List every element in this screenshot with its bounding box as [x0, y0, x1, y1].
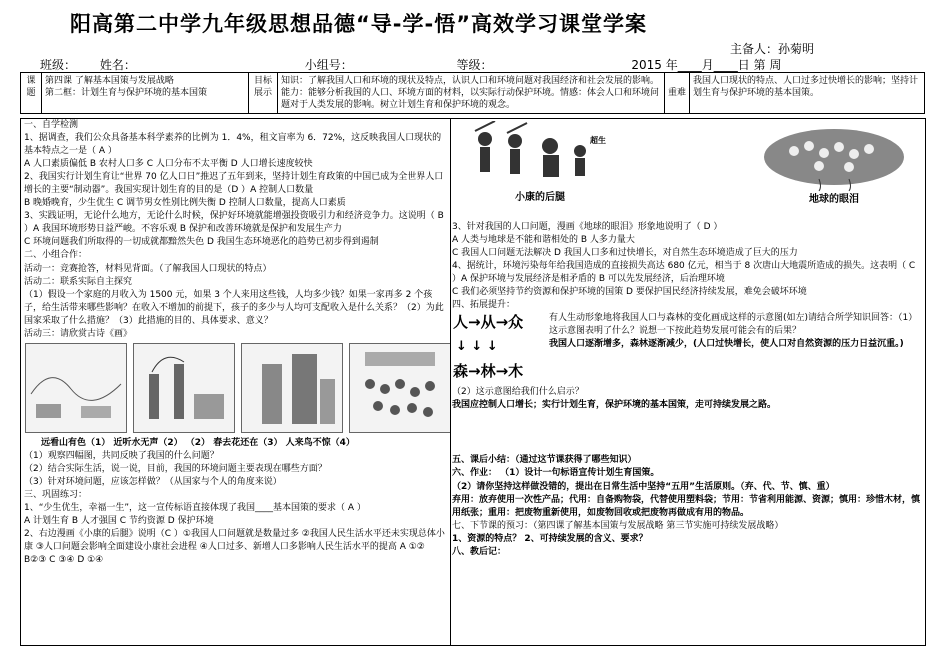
options-text: A 计划生育 B 人才强国 C 节约资源 D 保护环境	[24, 516, 214, 527]
course-cell	[42, 73, 249, 114]
diagram-question	[543, 312, 921, 386]
section-heading: 一、自学检测	[24, 120, 79, 130]
painting-image-3	[241, 343, 343, 433]
painting-image-2	[133, 343, 235, 433]
diagram-arrows: ↓ ↓ ↓	[456, 339, 498, 355]
people-forest-diagram	[453, 312, 543, 386]
diagram-top: 人→从→众	[453, 313, 524, 332]
homework-text: （2）请你坚持这样做没错的，提出在日常生活中坚持“五用”生活原则。（弃、代、节、慎、重）	[452, 481, 835, 492]
question-text: 1、据调查，我们公众具备基本科学素养的比例为 1．4%，租文盲率为 6．72%，这反映我国人口现状的基本特点之一是（ A ）	[24, 133, 442, 157]
cartoon-1-caption: 小康的后腿	[515, 192, 565, 203]
answer-text: 我国人口逐渐增多，森林逐渐减少，(人口过快增长，使人口对自然资源的压力日益沉重。)	[549, 339, 904, 350]
group-label: 小组号：	[304, 58, 353, 72]
question-text: （3）针对环境问题，应该怎样做？（从国家与个人的角度来说）	[24, 476, 282, 487]
cartoon-2-image	[749, 121, 919, 193]
question-text: 4、据统计，环境污染每年给我国造成的直接损失高达 680 亿元，相当于 8 次唐山大地震所造成的损失。这表明（ C ）A 保护环境与发展经济是相矛盾的 B 可以先发展经济，后治理环境	[452, 261, 916, 285]
grade-label: 等级：	[456, 58, 493, 72]
meta-table	[20, 72, 925, 114]
class-label: 班级：	[40, 58, 77, 72]
section-heading: 四、拓展提升：	[452, 300, 516, 311]
question-text: 3、实践证明，无论什么地方，无论什么时候，保护好环境就能增强投资吸引力和经济竞争力。这说明（ B ）A 我国环境形势日益严峻。不容乐观 B 保护和改善环境就是保护和发展生产力	[24, 211, 444, 235]
cartoon-1-image	[455, 121, 625, 191]
preview-text: 七、下节课的预习：（第四课了解基本国策与发展战略 第三节实施可持续发展战略）	[452, 520, 784, 531]
page-title: 阳高第二中学九年级思想品德“导-学-悟”高效学习课堂学案	[70, 12, 648, 36]
cartoon-2	[749, 121, 919, 219]
homework-text: 弃用：放弃使用一次性产品；代用：自备购物袋，代替使用塑料袋；节用：节省利用能源、资源；慎用：珍惜木材，慎用纸张；重用：把废物重新使用，如废物回收或把废物再做成有用的物品。	[452, 494, 921, 518]
course-line-1: 第四课 了解基本国策与发展战略	[45, 76, 174, 86]
activity-text: 活动三：请欣赏古诗《画》	[24, 328, 133, 339]
options-text: C 环境问题我们所取得的一切成就都黯然失色 D 我国生态环境恶化的趋势已初步得到遏制	[24, 237, 379, 248]
name-label: 姓名：	[99, 58, 136, 72]
right-column	[449, 118, 926, 646]
diagram-row	[449, 312, 925, 386]
goal-text: 知识：了解我国人口和环境的现状及特点，认识人口和环境问题对我国经济和社会发展的影响。能力：能够分析我国的人口、环境方面的材料，以实际行动保护环境。情感：体会人口和环境问题对于人类发展的影响。树立计划生育和保护环境的观念。	[278, 73, 665, 114]
poem-line: 远看山有色（1） 近听水无声（2） （2） 春去花还在（3） 人来鸟不惊（4）	[41, 437, 355, 448]
diagram-bottom: 森→林→木	[453, 361, 524, 380]
course-label: 课题	[21, 73, 42, 114]
key-label: 重难	[665, 73, 690, 114]
options-text: A 人口素质偏低 B 农村人口多 C 人口分布不太平衡 D 人口增长速度较快	[24, 159, 313, 170]
left-column	[20, 118, 451, 646]
homework-text: 六、作业： （1）设计一句标语宣传计划生育国策。	[452, 468, 660, 479]
cartoon-2-caption: 地球的眼泪	[809, 194, 859, 205]
question-text: 3、针对我国的人口问题，漫画《地球的眼泪》形象地说明了（ D ）	[452, 222, 723, 232]
question-text: 2、右边漫画《小康的后腿》说明（C ）①我国人口问题就是数量过多 ②我国人民生活水平还未实现总体小康 ③人口问题会影响全面建设小康社会进程 ④人口过多、新增人口多影响人民生活水平的提高 A ①② B②③ C ③④ D ①④	[24, 529, 445, 566]
activity-text: 活动一：竞赛抢答，材料见背面。（了解我国人口现状的特点）	[24, 263, 272, 274]
painting-strip	[21, 341, 450, 437]
preparer: 主备人：孙菊明	[730, 42, 815, 56]
question-text: （1）观察四幅图，共同反映了我国的什么问题？	[24, 450, 219, 461]
question-text: 有人生动形象地将我国人口与森林的变化画成这样的示意图(如左)请结合所学知识回答：（1）这示意图表明了什么？说想一下按此趋势发展可能会有的后果？	[549, 313, 918, 337]
options-text: A 人类与地球是不能和谐相处的 B 人多力量大	[452, 235, 635, 246]
goal-label: 目标展示	[249, 73, 278, 114]
section-heading: 二、小组合作：	[24, 250, 88, 261]
info-line	[40, 56, 910, 73]
options-text: C 我国人口问题无法解决 D 我国人口多和过快增长，对自然生态环境造成了巨大的压力	[452, 248, 798, 259]
section-heading: 八、教后记：	[452, 546, 507, 557]
options-text: B 晚婚晚育，少生优生 C 调节男女性别比例失衡 D 控制人口数量，提高人口素质	[24, 198, 346, 209]
painting-image-1	[25, 343, 127, 433]
cartoon-1	[455, 121, 625, 219]
cartoon-row	[449, 119, 925, 221]
answer-text: 我国应控制人口增长；实行计划生育，保护环境的基本国策，走可持续发展之路。	[452, 400, 777, 411]
options-text: C 我们必须坚持节约资源和保护环境的国策 D 要保护国民经济持续发展，难免会破坏环境	[452, 287, 807, 298]
section-heading: 五、课后小结：（通过这节课获得了哪些知识）	[452, 455, 637, 466]
section-heading: 三、巩固练习：	[24, 489, 88, 500]
course-line-2: 第二框：计划生育与保护环境的基本国策	[45, 88, 208, 99]
activity-text: 活动二：联系实际自主探究	[24, 276, 133, 287]
question-text: 2、我国实行计划生育让“世界 70 亿人口日”推迟了五年到来，坚持计划生育政策的中国已成为全世界人口增长的主要“制动器”。我国实现计划生育的目的是（D ）A 控制人口数量	[24, 172, 444, 196]
question-text: （2）结合实际生活，说一说，目前，我国的环境问题主要表现在哪些方面？	[24, 463, 327, 474]
spacer	[449, 412, 925, 454]
key-text: 我国人口现状的特点、人口过多过快增长的影响；坚持计划生育与保护环境的基本国策。	[690, 73, 925, 114]
date-text: 2015 年____月____日 第 周	[631, 58, 782, 72]
preview-questions: 1、资源的特点？ 2、可持续发展的含义、要求？	[452, 533, 648, 544]
cartoon-1-label: 超生	[590, 136, 606, 145]
activity-text: （1）假设一个家庭的月收入为 1500 元，如果 3 个人来用这些钱，人均多少钱？如果一家再多 2 个孩子，给生活带来哪些影响？在收入不增加的前提下，孩子的多少与人均可支配收入是什么关系？（2）为此国家采取了什么措施？（3）此措施的目的、具体要求、意义？	[24, 289, 444, 326]
painting-image-4	[349, 343, 451, 433]
question-text: （2）这示意图给我们什么启示？	[452, 387, 584, 398]
question-text: 1、“少生优生，幸福一生”，这一宣传标语直接体现了我国____基本国策的要求（ A ）	[24, 503, 366, 514]
